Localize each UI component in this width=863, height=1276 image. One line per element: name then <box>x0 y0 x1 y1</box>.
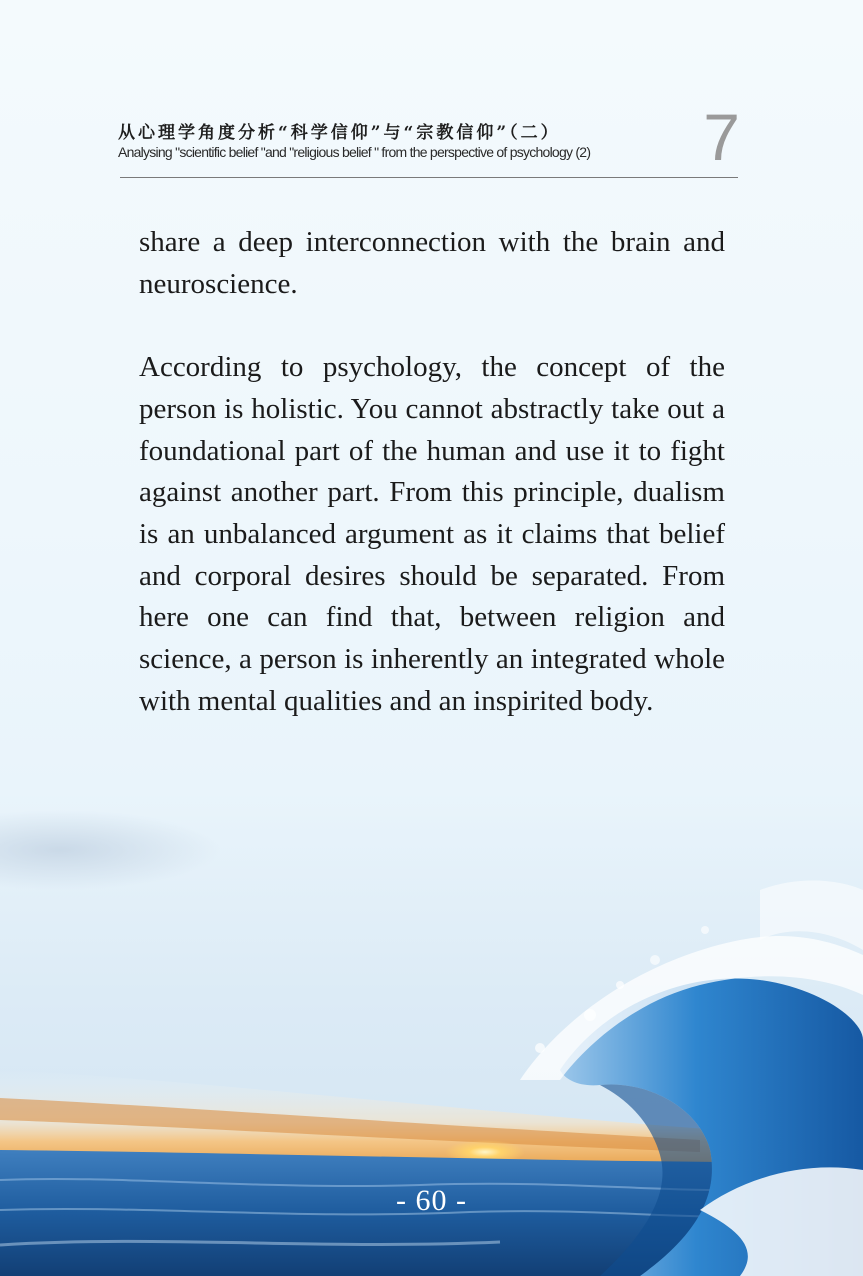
page-number: - 60 - <box>396 1184 467 1217</box>
running-header <box>118 100 740 180</box>
body-text <box>139 222 725 764</box>
chapter-number: 7 <box>703 100 740 174</box>
english-title: Analysing "scientific belief "and "religious belief " from the perspective of psychology (2) <box>118 144 591 160</box>
paragraph-1: share a deep interconnection with the brain and neuroscience. <box>139 226 725 300</box>
paragraph-2: According to psychology, the concept of the person is holistic. You cannot abstractly take out a foundational part of the human and use it to fight against another part. From this principle, dualism is an unbalanced argument as it claims that belief and corporal desires should be separated. From here one can find that, between religion and science, a person is inherently an integrated whole with mental qualities and an inspirited body. <box>139 351 725 717</box>
header-divider <box>120 177 738 178</box>
chinese-title: 从心理学角度分析“科学信仰”与“宗教信仰”（二） <box>118 123 561 143</box>
